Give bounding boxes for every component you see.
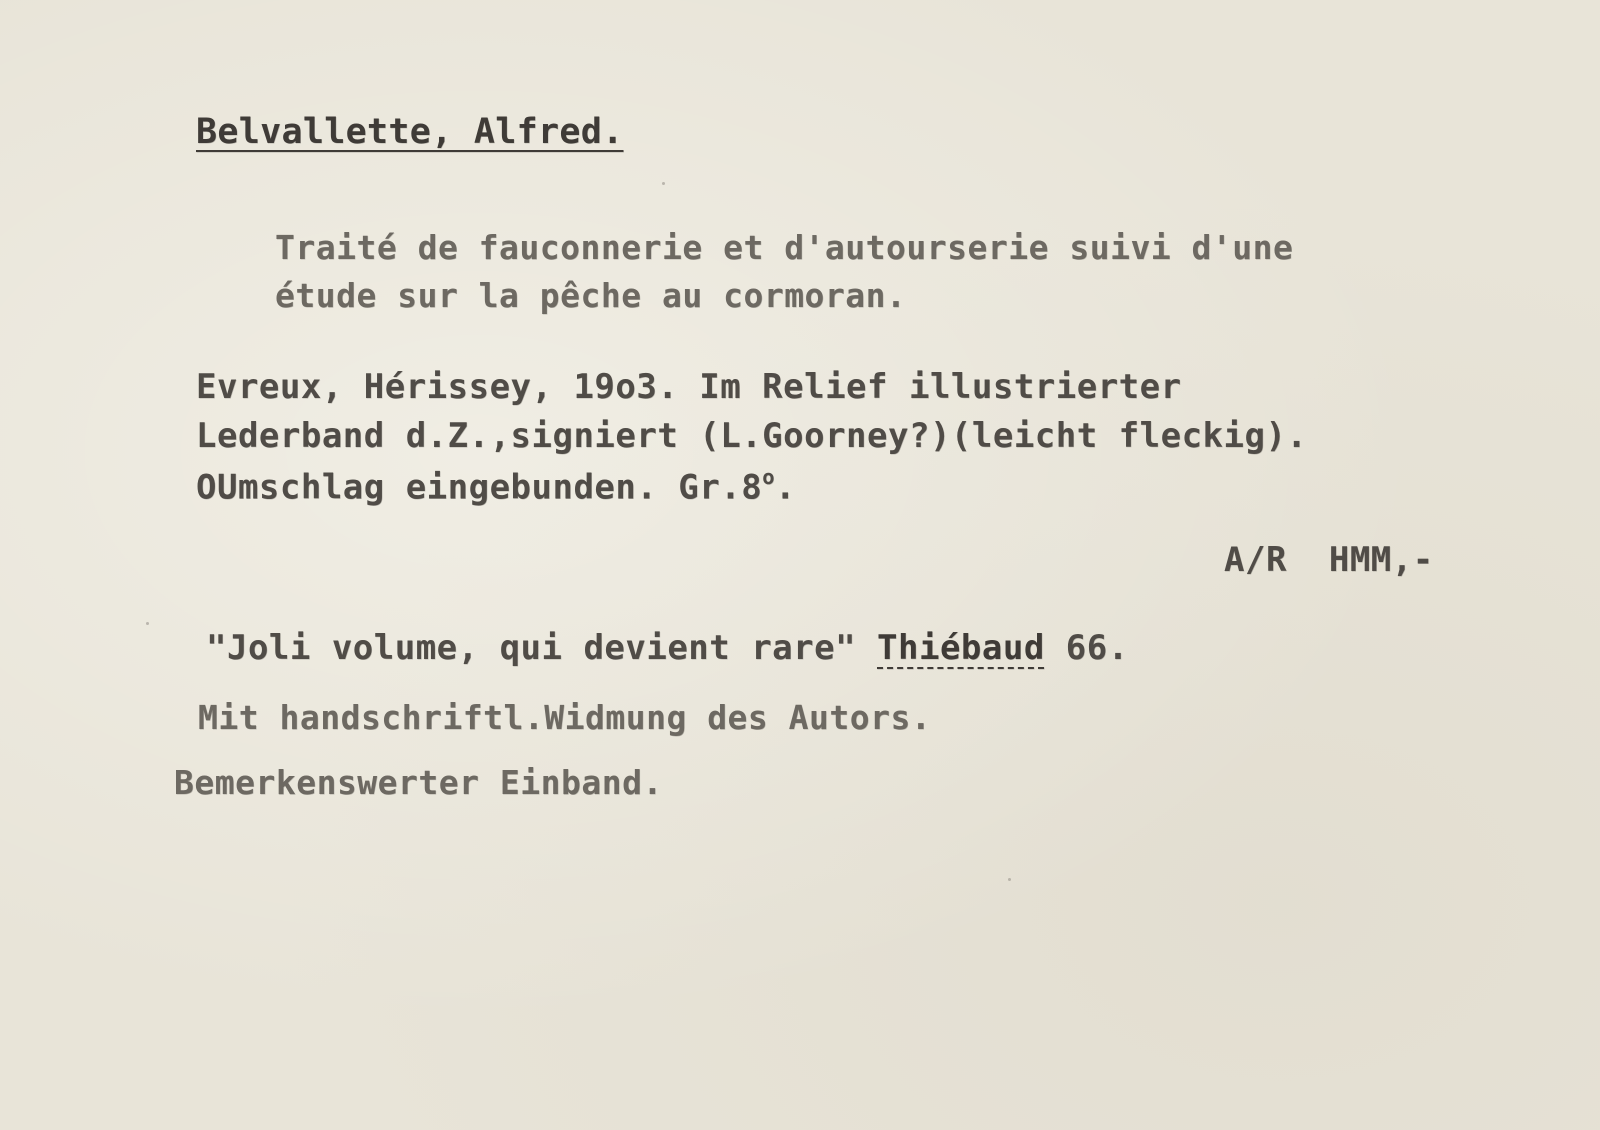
paper-speck xyxy=(1008,878,1011,881)
dedication-note: Mit handschriftl.Widmung des Autors. xyxy=(198,698,932,737)
price-code: A/R HMM,- xyxy=(1224,540,1434,580)
quote-text: "Joli volume, qui devient rare" xyxy=(206,628,878,668)
imprint-line-1: Evreux, Hérissey, 19o3. Im Relief illustrierter xyxy=(196,367,1182,407)
quote-reference: Thiébaud xyxy=(877,628,1045,668)
imprint-line-2: Lederband d.Z.,signiert (L.Goorney?)(leicht fleckig). xyxy=(196,416,1308,456)
paper-speck xyxy=(662,182,665,185)
title-line-1: Traité de fauconnerie et d'autourserie suivi d'une xyxy=(275,228,1294,267)
imprint-line-3-end: . xyxy=(774,467,796,508)
author-heading: Belvallette, Alfred. xyxy=(196,112,624,152)
imprint-line-3-text: OUmschlag eingebunden. Gr.8 xyxy=(196,467,763,508)
binding-note: Bemerkenswerter Einband. xyxy=(174,763,663,802)
title-line-2: étude sur la pêche au cormoran. xyxy=(275,276,907,315)
quote-page: 66. xyxy=(1044,628,1129,668)
format-degree: o xyxy=(762,465,775,489)
quote-line xyxy=(206,628,1129,668)
imprint-line-3 xyxy=(196,465,796,507)
paper-speck xyxy=(146,622,149,625)
